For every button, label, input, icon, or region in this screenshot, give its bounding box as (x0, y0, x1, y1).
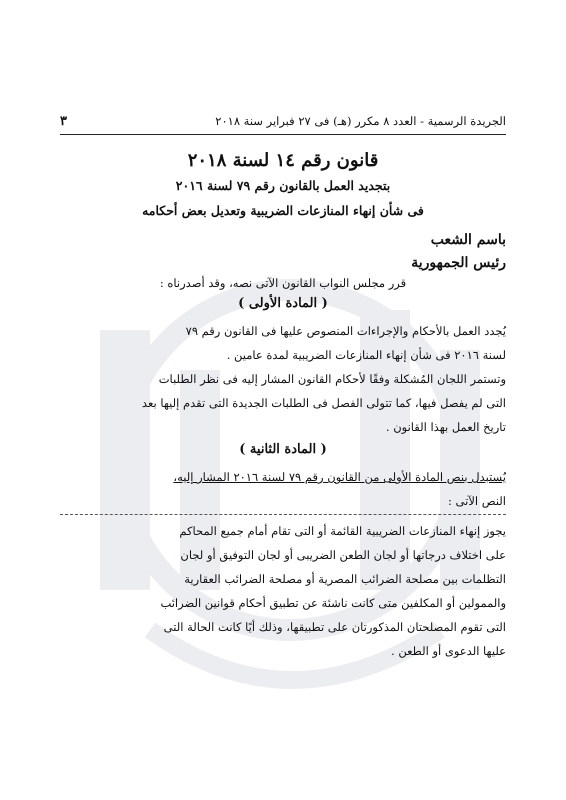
article-2-line-5: التظلمات بين مصلحة الضرائب المصرية أو مصلحة الضرائب العقارية (184, 572, 506, 586)
article-1-line-2: لسنة ٢٠١٦ فى شأن إنهاء المنازعات الضريبية لمدة عامين . (226, 348, 506, 362)
law-title: قانون رقم ١٤ لسنة ٢٠١٨ (187, 150, 379, 171)
article-2-line-2: النص الآتى : (448, 494, 506, 508)
page-number: ٣ (60, 113, 67, 129)
law-subtitle-2: فى شأن إنهاء المنازعات الضريبية وتعديل بعض أحكامه (142, 203, 424, 218)
article-1-heading: ( المادة الأولى ) (238, 296, 328, 311)
article-2-line-8: عليها الدعوى أو الطعن . (391, 644, 506, 658)
article-2-line-1: يُستبدل بنص المادة الأولى من القانون رقم ٧٩ لسنة ٢٠١٦ المشار إليه، (173, 470, 506, 484)
article-2-line-3: يجوز إنهاء المنازعات الضريبية القائمة أو التى تقام أمام جميع المحاكم (179, 524, 506, 538)
article-2-line-7: التى تقوم المصلحتان المذكورتان على تطبيقها، وذلك أيًا كانت الحالة التى (163, 620, 506, 634)
article-1-line-5: تاريخ العمل بهذا القانون . (385, 420, 506, 434)
article-1-line-3: وتستمر اللجان المُشكلة وفقًا لأحكام القانون المشار إليه فى نظر الطلبات (158, 372, 506, 386)
article-1-line-1: يُجدد العمل بالأحكام والإجراءات المنصوص عليها فى القانون رقم ٧٩ (185, 324, 506, 338)
preamble: قرر مجلس النواب القانون الآتى نصه، وقد أصدرناه : (159, 276, 407, 290)
article-2-line-6: والممولين أو المكلفين متى كانت ناشئة عن تطبيق أحكام قوانين الضرائب (160, 596, 506, 610)
law-subtitle-1: بتجديد العمل بالقانون رقم ٧٩ لسنة ٢٠١٦ (175, 178, 391, 193)
in-the-name-of-the-people: باسم الشعب (430, 232, 506, 248)
header-text: الجريدة الرسمية - العدد ٨ مكرر (هـ) فى ٢٧ فبراير سنة ٢٠١٨ (215, 114, 506, 128)
article-2-line-4: على اختلاف درجاتها أو لجان الطعن الضريبى أو لجان التوفيق أو لجان (180, 548, 506, 562)
president-heading: رئيس الجمهورية (411, 255, 506, 271)
article-1-line-4: التى لم يفصل فيها، كما تتولى الفصل فى الطلبات الجديدة التى تقدم إليها بعد (141, 396, 506, 410)
article-2-heading: ( المادة الثانية ) (239, 442, 327, 457)
divider (60, 514, 506, 515)
gazette-header (60, 108, 506, 135)
